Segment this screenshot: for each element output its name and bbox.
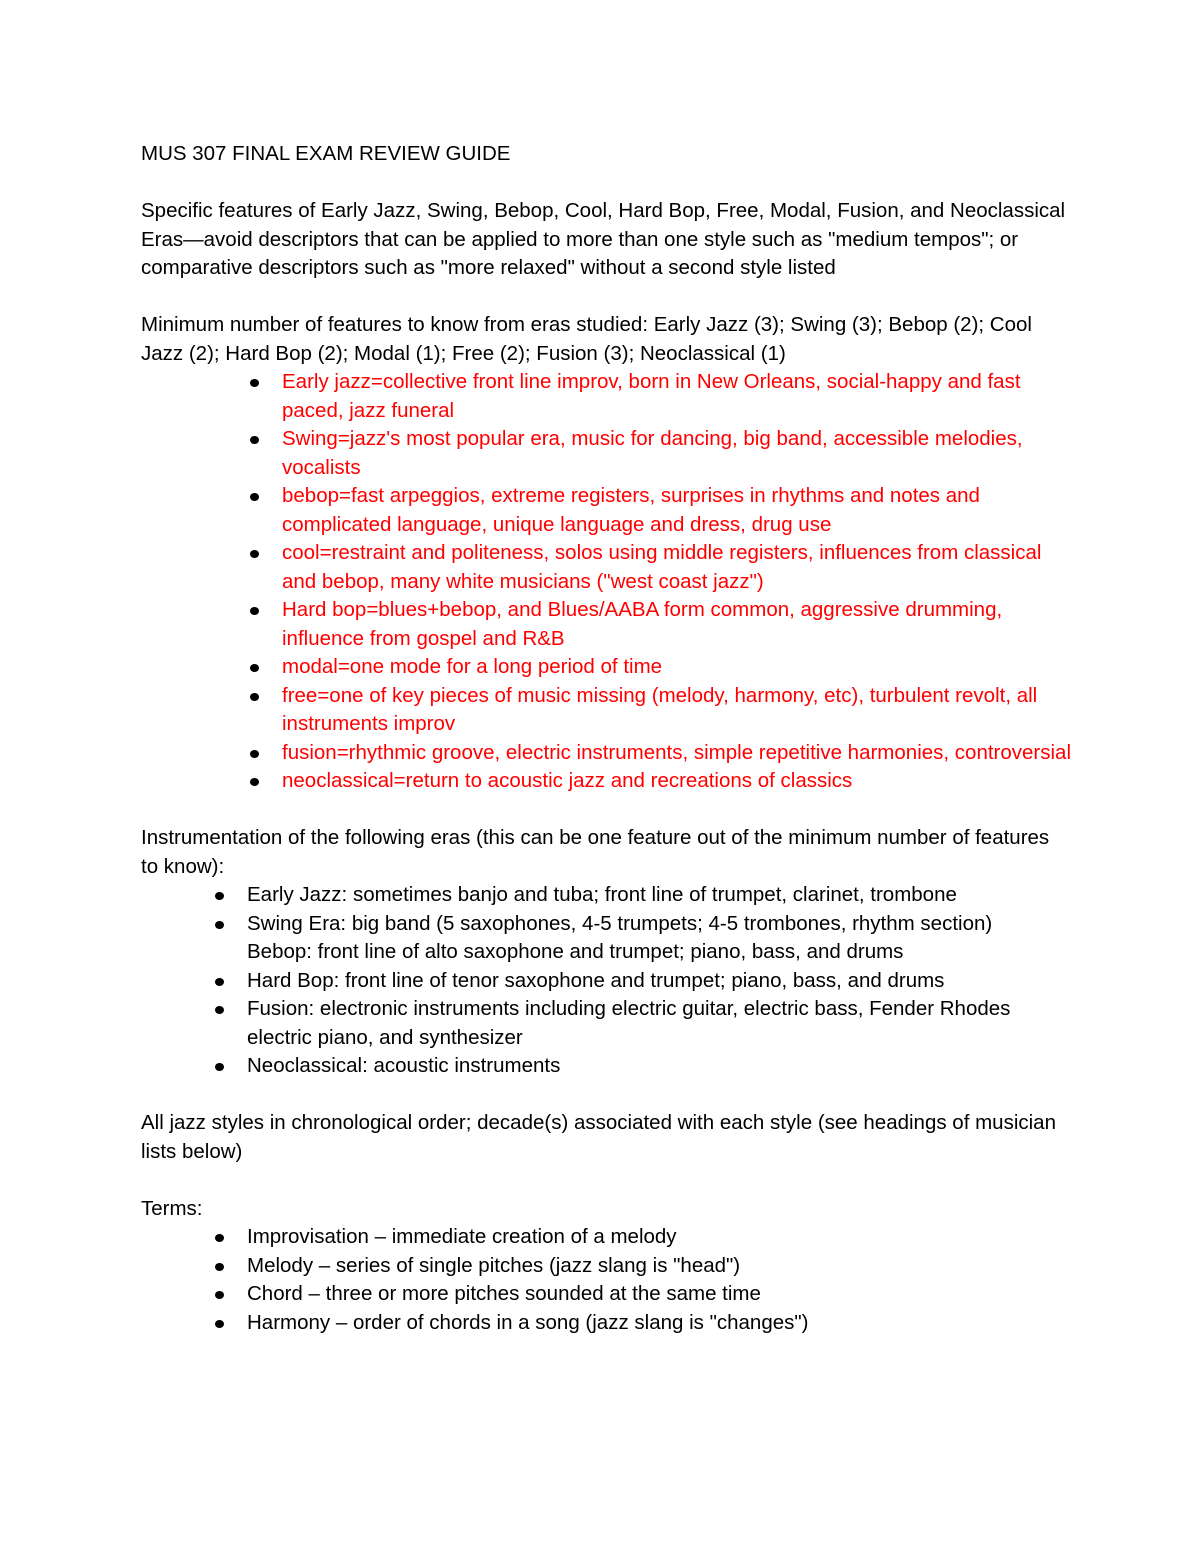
list-item: bebop=fast arpeggios, extreme registers, surprises in rhythms and notes and complicated language, unique language and dress, drug use bbox=[282, 482, 1071, 539]
list-item: Swing=jazz's most popular era, music for dancing, big band, accessible melodies, vocalists bbox=[282, 425, 1071, 482]
bullet-icon bbox=[250, 493, 259, 501]
instrumentation-heading: Instrumentation of the following eras (this can be one feature out of the minimum number of features to know): bbox=[141, 826, 1050, 878]
list-item: Melody – series of single pitches (jazz slang is "head") bbox=[247, 1252, 1071, 1281]
list-item: Chord – three or more pitches sounded at the same time bbox=[247, 1280, 1071, 1309]
list-item: modal=one mode for a long period of time bbox=[282, 653, 1071, 682]
document-title: MUS 307 FINAL EXAM REVIEW GUIDE bbox=[141, 142, 511, 165]
list-item: neoclassical=return to acoustic jazz and recreations of classics bbox=[282, 767, 1071, 796]
instrumentation-list bbox=[141, 881, 1071, 1081]
list-item: cool=restraint and politeness, solos using middle registers, influences from classical and bebop, many white musicians ("west coast jazz") bbox=[282, 539, 1071, 596]
bullet-icon bbox=[215, 921, 224, 929]
bullet-icon bbox=[250, 550, 259, 558]
list-item: Improvisation – immediate creation of a melody bbox=[247, 1223, 1071, 1252]
list-item: Neoclassical: acoustic instruments bbox=[247, 1052, 1071, 1081]
bullet-icon bbox=[215, 1291, 224, 1299]
list-item: Early jazz=collective front line improv, born in New Orleans, social-happy and fast paced, jazz funeral bbox=[282, 368, 1071, 425]
bullet-icon bbox=[250, 693, 259, 701]
list-item: Hard bop=blues+bebop, and Blues/AABA form common, aggressive drumming, influence from gospel and R&B bbox=[282, 596, 1071, 653]
list-item: Hard Bop: front line of tenor saxophone and trumpet; piano, bass, and drums bbox=[247, 967, 1071, 996]
bullet-icon bbox=[215, 1234, 224, 1242]
bullet-icon bbox=[250, 778, 259, 786]
terms-list bbox=[141, 1223, 1071, 1337]
bullet-icon bbox=[215, 978, 224, 986]
bullet-icon bbox=[215, 1263, 224, 1271]
list-item: fusion=rhythmic groove, electric instruments, simple repetitive harmonies, controversial bbox=[282, 739, 1071, 768]
bullet-icon bbox=[250, 664, 259, 672]
list-item: Bebop: front line of alto saxophone and trumpet; piano, bass, and drums bbox=[247, 940, 904, 963]
bullet-icon bbox=[215, 1006, 224, 1014]
era-features-list bbox=[141, 368, 1071, 796]
document-page bbox=[141, 140, 1071, 1337]
bullet-icon bbox=[250, 607, 259, 615]
list-item: Swing Era: big band (5 saxophones, 4-5 trumpets; 4-5 trombones, rhythm section) bbox=[247, 910, 1071, 939]
chronology-paragraph: All jazz styles in chronological order; decade(s) associated with each style (see headings of musician lists below) bbox=[141, 1111, 1056, 1163]
list-item: Harmony – order of chords in a song (jazz slang is "changes") bbox=[247, 1309, 1071, 1338]
bullet-icon bbox=[215, 1320, 224, 1328]
bullet-icon bbox=[250, 436, 259, 444]
terms-heading: Terms: bbox=[141, 1196, 203, 1220]
bullet-icon bbox=[215, 892, 224, 900]
bullet-icon bbox=[250, 750, 259, 758]
list-item: Early Jazz: sometimes banjo and tuba; front line of trumpet, clarinet, trombone bbox=[247, 881, 1071, 910]
intro-paragraph: Specific features of Early Jazz, Swing, Bebop, Cool, Hard Bop, Free, Modal, Fusion, and Neoclassical Eras—avoid descriptors that can be applied to more than one style such as "medium tempos"; or comparative descriptors such as "more relaxed" without a second style listed bbox=[141, 199, 1066, 279]
list-item: free=one of key pieces of music missing (melody, harmony, etc), turbulent revolt, all instruments improv bbox=[282, 682, 1071, 739]
list-item: Fusion: electronic instruments including electric guitar, electric bass, Fender Rhodes electric piano, and synthesizer bbox=[247, 995, 1071, 1052]
bullet-icon bbox=[215, 1063, 224, 1071]
minimum-features-paragraph: Minimum number of features to know from eras studied: Early Jazz (3); Swing (3); Bebop (2); Cool Jazz (2); Hard Bop (2); Modal (1); Free (2); Fusion (3); Neoclassical (1) bbox=[141, 313, 1032, 365]
bullet-icon bbox=[250, 379, 259, 387]
